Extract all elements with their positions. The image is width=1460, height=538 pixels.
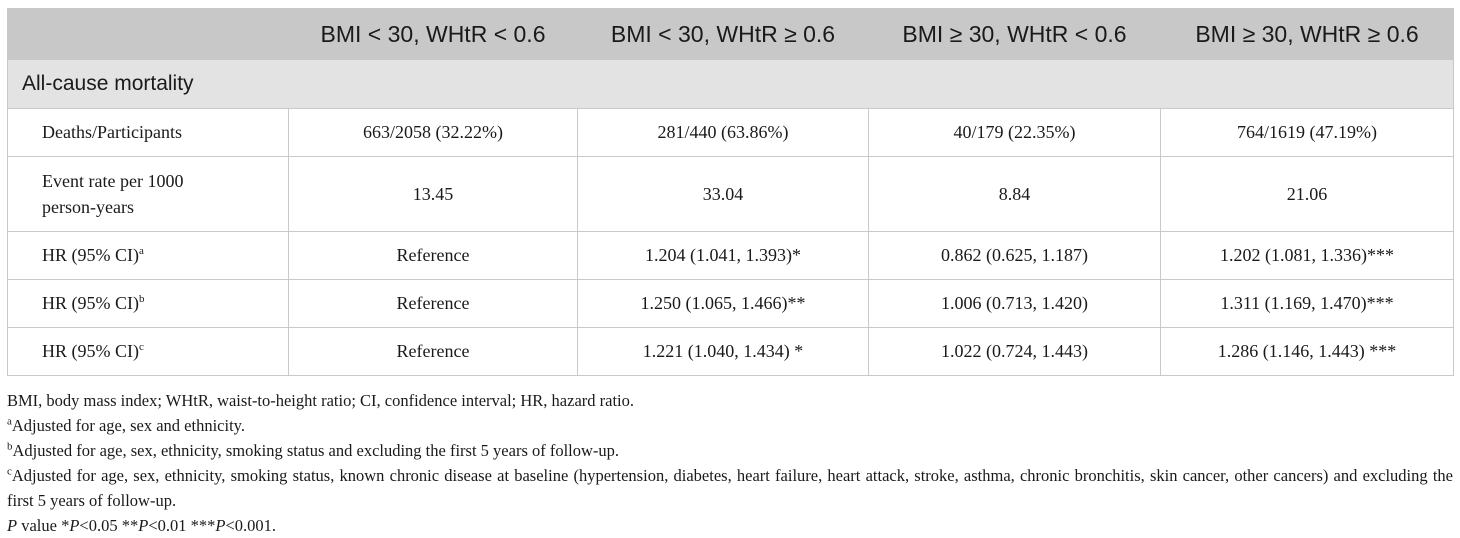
footnote-c-marker: c [7,465,12,478]
table-cell: 1.006 (0.713, 1.420) [869,280,1161,328]
footnote-a [7,413,1453,438]
footnote-a-text: Adjusted for age, sex and ethnicity. [11,416,245,435]
table-cell: 8.84 [869,157,1161,232]
p3-text: <0.001. [225,516,277,535]
table-row [8,328,1454,376]
header-group-4: BMI ≥ 30, WHtR ≥ 0.6 [1161,9,1454,60]
footnote-c [7,463,1453,513]
table-cell: Reference [289,328,578,376]
row-label-text: HR (95% CI) [42,293,139,313]
footnote-b-marker: b [7,440,13,453]
footnote-marker: c [139,341,144,353]
p3-label: P [215,516,226,535]
row-label-line-1: Event rate per 1000 [42,171,184,191]
footnote-b [7,438,1453,463]
table-cell: 33.04 [578,157,869,232]
p-value-note [7,513,1453,538]
table-cell: Reference [289,280,578,328]
row-label [8,157,289,232]
row-label [8,280,289,328]
table-cell: 764/1619 (47.19%) [1161,109,1454,157]
results-table [7,8,1454,376]
header-row [8,9,1454,60]
table-cell: 0.862 (0.625, 1.187) [869,232,1161,280]
table-footnotes [7,388,1453,538]
table-cell: 13.45 [289,157,578,232]
table-row [8,232,1454,280]
footnote-marker: b [139,293,145,305]
row-label-text: HR (95% CI) [42,245,139,265]
footnote-a-marker: a [7,415,12,428]
table-cell: 1.022 (0.724, 1.443) [869,328,1161,376]
footnote-c-text: Adjusted for age, sex, ethnicity, smoking status, known chronic disease at baseline (hypertension, diabetes, heart failure, heart attack, stroke, asthma, chronic bronchitis, skin cancer, other cancers) and excluding the first 5 years of follow-up. [7,466,1453,510]
row-label [8,109,289,157]
row-label-line-2: person-years [42,197,134,217]
header-group-1: BMI < 30, WHtR < 0.6 [289,9,578,60]
p1-text: <0.05 ** [79,516,139,535]
table-cell: 1.250 (1.065, 1.466)** [578,280,869,328]
abbreviations-note: BMI, body mass index; WHtR, waist-to-height ratio; CI, confidence interval; HR, hazard ratio. [7,391,635,410]
table-cell: 663/2058 (32.22%) [289,109,578,157]
table-cell: 40/179 (22.35%) [869,109,1161,157]
row-label-text: Deaths/Participants [42,122,182,142]
row-label-text: HR (95% CI) [42,341,139,361]
header-empty [8,9,289,60]
table-cell: 1.221 (1.040, 1.434) * [578,328,869,376]
table-cell: 21.06 [1161,157,1454,232]
table-cell: Reference [289,232,578,280]
table-cell: 1.202 (1.081, 1.336)*** [1161,232,1454,280]
row-label [8,328,289,376]
section-title: All-cause mortality [8,60,1454,109]
table-cell: 1.204 (1.041, 1.393)* [578,232,869,280]
p-prefix: value * [17,516,70,535]
table-row [8,157,1454,232]
footnote-marker: a [139,245,144,257]
table-row [8,280,1454,328]
table-row [8,109,1454,157]
header-group-2: BMI < 30, WHtR ≥ 0.6 [578,9,869,60]
p-label: P [7,516,18,535]
header-group-3: BMI ≥ 30, WHtR < 0.6 [869,9,1161,60]
p2-text: <0.01 *** [148,516,216,535]
table-cell: 281/440 (63.86%) [578,109,869,157]
footnote-b-text: Adjusted for age, sex, ethnicity, smoking status and excluding the first 5 years of follow-up. [12,441,620,460]
row-label [8,232,289,280]
table-cell: 1.311 (1.169, 1.470)*** [1161,280,1454,328]
section-row [8,60,1454,109]
p2-label: P [138,516,149,535]
p1-label: P [69,516,80,535]
table-cell: 1.286 (1.146, 1.443) *** [1161,328,1454,376]
